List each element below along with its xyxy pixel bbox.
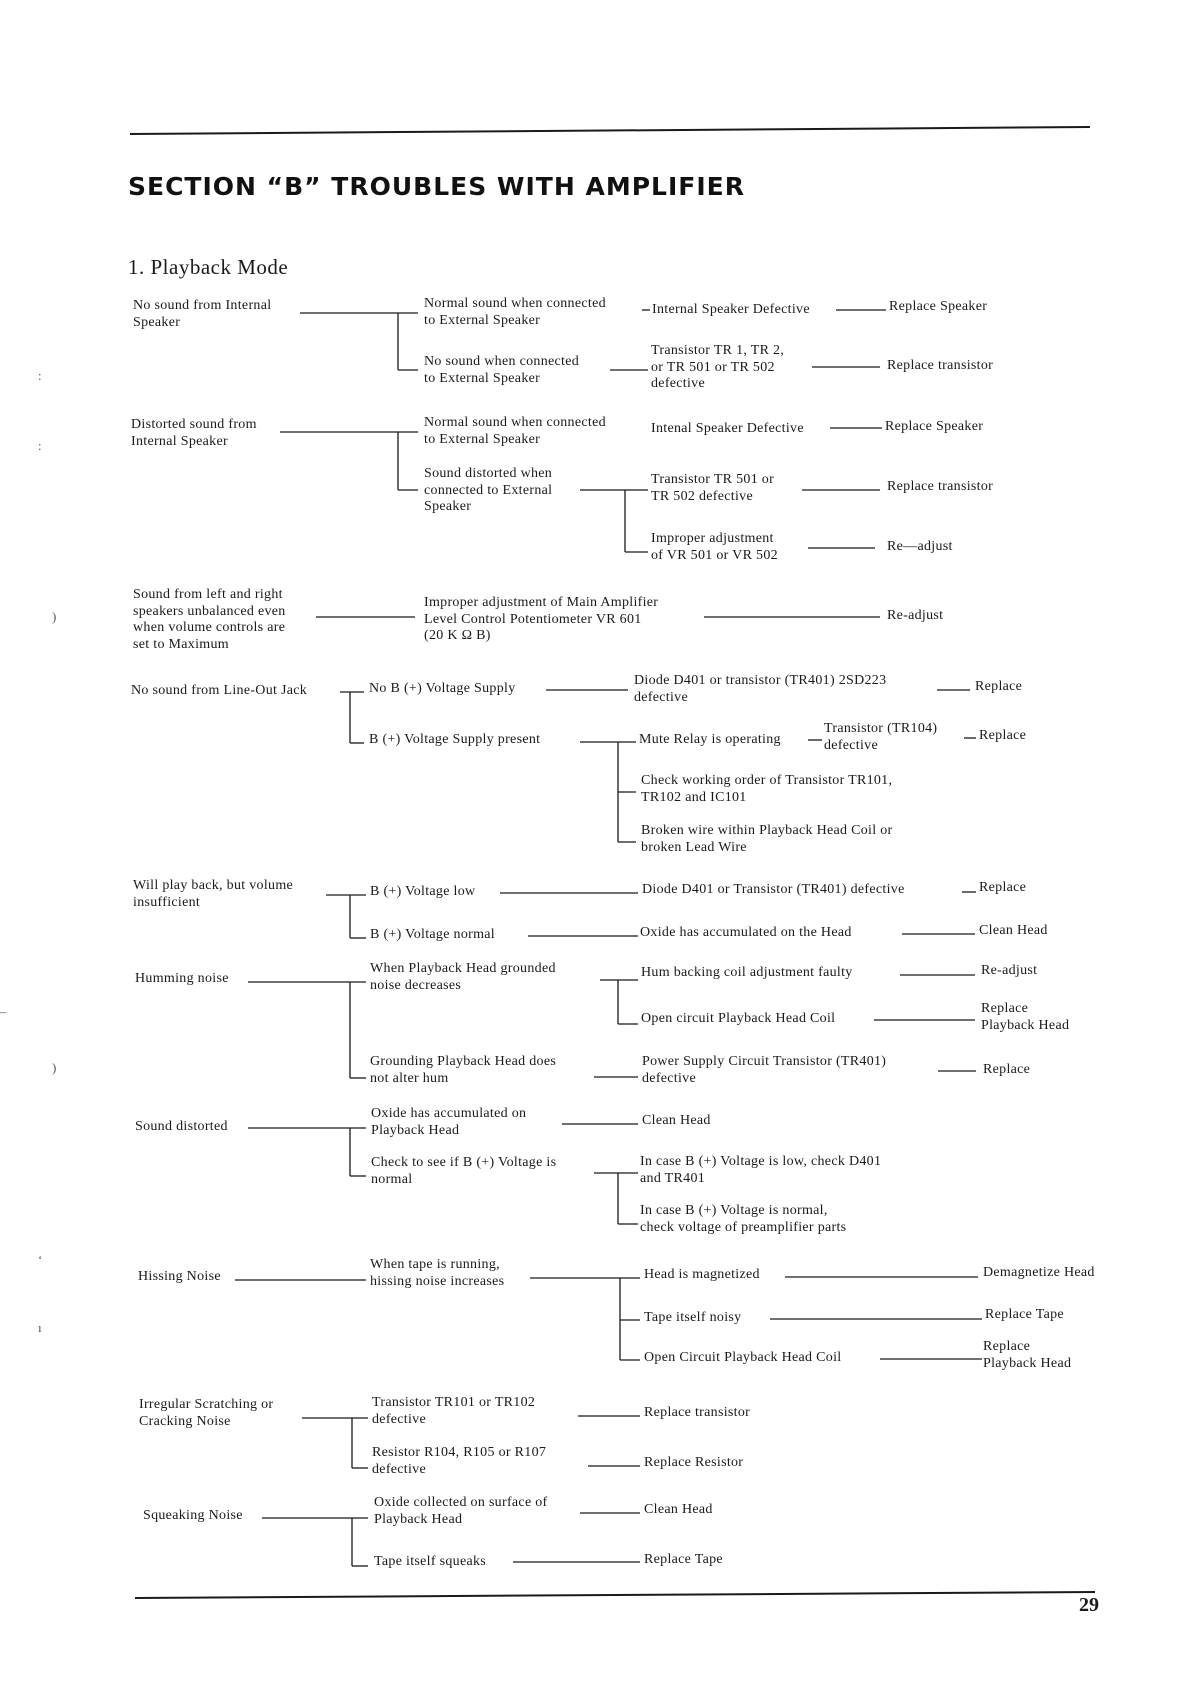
- cause: Improper adjustment of Main Amplifier Level Control Potentiometer VR 601 (20 K Ω B): [424, 595, 659, 643]
- symptom: Sound distorted: [135, 1119, 228, 1134]
- cause: Intenal Speaker Defective: [651, 421, 804, 436]
- remedy: Replace Speaker: [889, 299, 988, 314]
- cause: Tape itself noisy: [644, 1310, 742, 1325]
- remedy: Replace Tape: [644, 1552, 723, 1567]
- symptom: Irregular Scratching or Cracking Noise: [139, 1397, 274, 1429]
- remedy: Replace: [979, 880, 1027, 895]
- condition: B (+) Voltage low: [370, 884, 476, 899]
- cause: Tape itself squeaks: [374, 1554, 487, 1569]
- condition: Sound distorted when connected to External Speaker: [424, 466, 553, 514]
- remedy: Clean Head: [642, 1113, 711, 1128]
- condition: No B (+) Voltage Supply: [369, 681, 516, 696]
- cause: Check working order of Transistor TR101, TR102 and IC101: [641, 773, 893, 805]
- remedy: Replace transistor: [644, 1405, 751, 1420]
- remedy: Replace Speaker: [885, 419, 984, 434]
- cause: Open Circuit Playback Head Coil: [644, 1350, 842, 1365]
- cause: Broken wire within Playback Head Coil or broken Lead Wire: [641, 823, 893, 855]
- condition: No sound when connected to External Speaker: [424, 354, 580, 386]
- remedy: Re-adjust: [887, 608, 944, 623]
- top-rule: [130, 127, 1090, 134]
- scan-speck: ʻ: [38, 1252, 43, 1267]
- remedy: Replace: [979, 728, 1027, 743]
- remedy: Replace transistor: [887, 358, 994, 373]
- cause: Transistor (TR104) defective: [824, 721, 938, 753]
- condition: Mute Relay is operating: [639, 732, 781, 747]
- condition: Check to see if B (+) Voltage is normal: [371, 1155, 557, 1187]
- cause: In case B (+) Voltage is low, check D401 and TR401: [640, 1154, 882, 1186]
- bottom-rule: [135, 1592, 1095, 1598]
- cause: Resistor R104, R105 or R107 defective: [372, 1445, 547, 1477]
- cause: Internal Speaker Defective: [652, 302, 810, 317]
- condition: Normal sound when connected to External Speaker: [424, 415, 606, 447]
- cause: Oxide has accumulated on the Head: [640, 925, 852, 940]
- remedy: Replace Tape: [985, 1307, 1064, 1322]
- scan-speck: ı: [38, 1320, 42, 1335]
- cause: Oxide collected on surface of Playback Head: [374, 1495, 548, 1527]
- condition: Oxide has accumulated on Playback Head: [371, 1106, 527, 1138]
- symptom: Squeaking Noise: [143, 1508, 243, 1523]
- page-number: 29: [1079, 1594, 1099, 1616]
- remedy: Replace Resistor: [644, 1455, 744, 1470]
- symptom: No sound from Internal Speaker: [133, 298, 272, 330]
- condition: Normal sound when connected to External Speaker: [424, 296, 606, 328]
- condition: Grounding Playback Head does not alter hum: [370, 1054, 557, 1086]
- condition: When tape is running, hissing noise increases: [370, 1257, 505, 1289]
- cause: Diode D401 or transistor (TR401) 2SD223 defective: [634, 673, 887, 705]
- cause: Diode D401 or Transistor (TR401) defective: [642, 882, 905, 897]
- remedy: Replace Playback Head: [983, 1339, 1072, 1371]
- subsection-title: 1. Playback Mode: [128, 255, 289, 279]
- cause: Transistor TR 1, TR 2, or TR 501 or TR 502 defective: [651, 343, 785, 391]
- remedy: Demagnetize Head: [983, 1265, 1095, 1280]
- scan-speck: ): [52, 1060, 57, 1075]
- remedy: Re—adjust: [887, 539, 953, 554]
- cause: Improper adjustment of VR 501 or VR 502: [651, 531, 778, 563]
- cause: Hum backing coil adjustment faulty: [641, 965, 853, 980]
- symptom: Hissing Noise: [138, 1269, 221, 1284]
- remedy: Clean Head: [979, 923, 1048, 938]
- scan-speck: ): [52, 609, 57, 624]
- symptom: Will play back, but volume insufficient: [133, 878, 294, 910]
- condition: B (+) Voltage normal: [370, 927, 495, 942]
- section-title: SECTION “B” TROUBLES WITH AMPLIFIER: [128, 172, 745, 201]
- cause: Transistor TR101 or TR102 defective: [372, 1395, 536, 1427]
- scan-speck: :: [38, 368, 42, 383]
- symptom: Sound from left and right speakers unbalanced even when volume controls are set to Maximum: [133, 587, 286, 652]
- symptom: Distorted sound from Internal Speaker: [131, 417, 257, 449]
- cause: Open circuit Playback Head Coil: [641, 1011, 836, 1026]
- symptom: No sound from Line-Out Jack: [131, 683, 308, 698]
- cause: Transistor TR 501 or TR 502 defective: [651, 472, 775, 504]
- remedy: Replace Playback Head: [981, 1001, 1070, 1033]
- condition: When Playback Head grounded noise decreases: [370, 961, 556, 993]
- scan-speck: –: [0, 1004, 7, 1019]
- remedy: Replace: [983, 1062, 1031, 1077]
- remedy: Clean Head: [644, 1502, 713, 1517]
- symptom: Humming noise: [135, 971, 229, 986]
- cause: Power Supply Circuit Transistor (TR401) defective: [642, 1054, 887, 1086]
- remedy: Re-adjust: [981, 963, 1038, 978]
- condition: B (+) Voltage Supply present: [369, 732, 541, 747]
- cause: In case B (+) Voltage is normal, check voltage of preamplifier parts: [640, 1203, 847, 1235]
- remedy: Replace: [975, 679, 1023, 694]
- scan-speck: :: [38, 438, 42, 453]
- remedy: Replace transistor: [887, 479, 994, 494]
- cause: Head is magnetized: [644, 1267, 760, 1282]
